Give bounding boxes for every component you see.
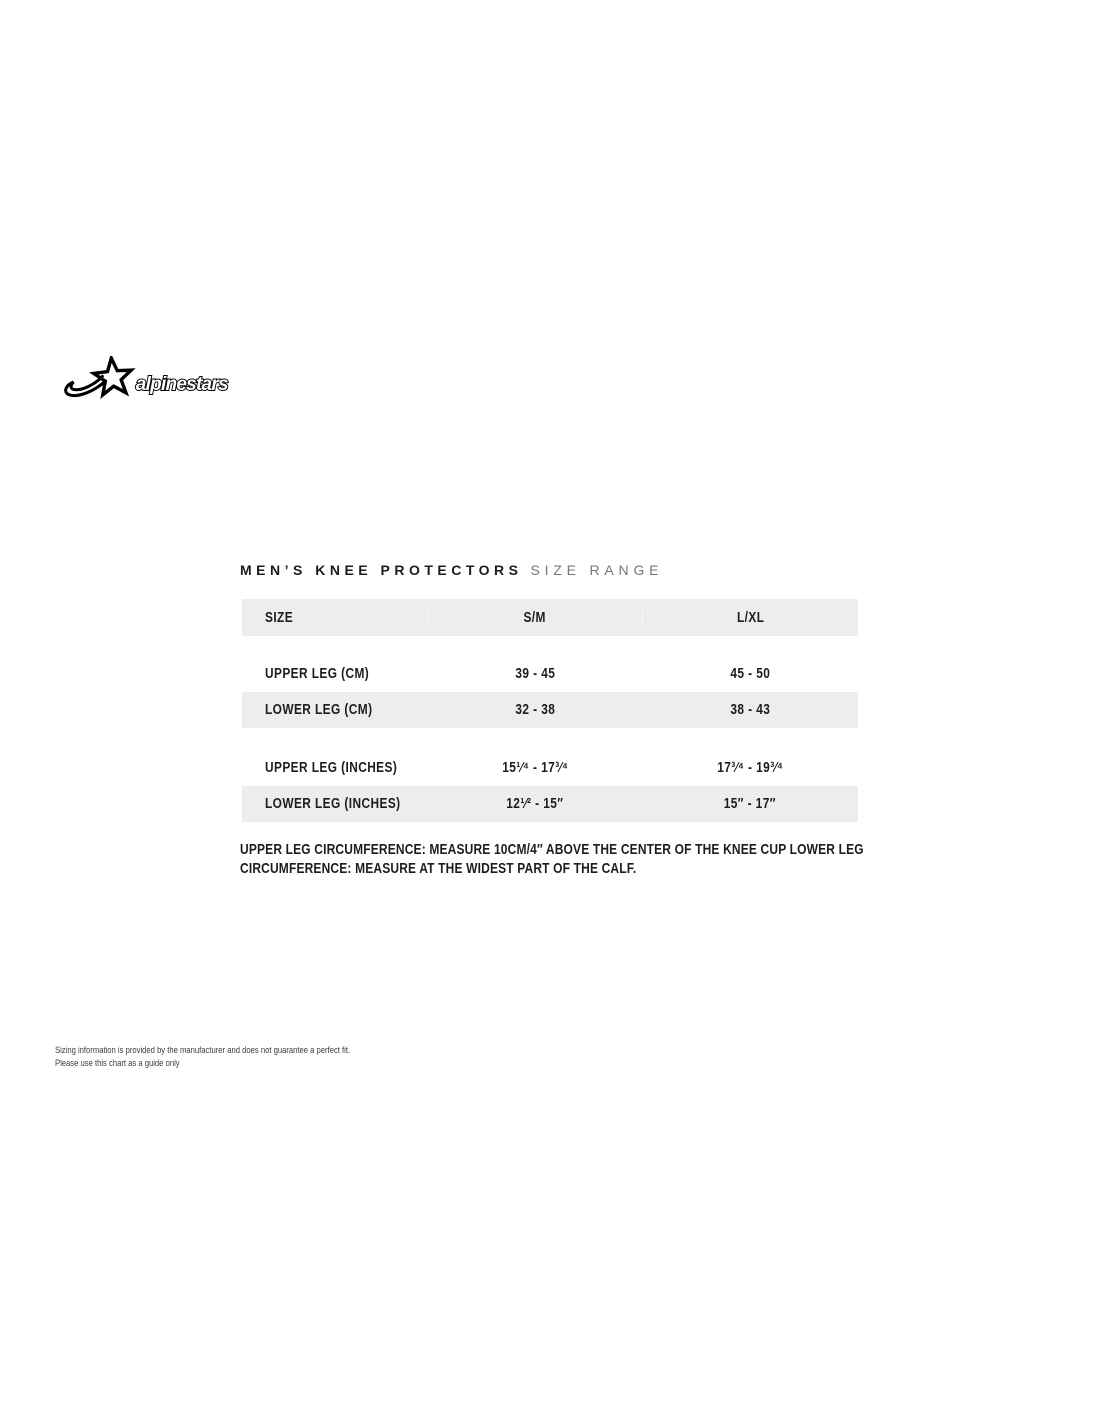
table-row-lower-leg-cm	[242, 692, 858, 728]
table-header-row	[242, 599, 858, 636]
size-table	[242, 599, 858, 822]
measurement-note	[240, 841, 1020, 878]
value-cell-lxl: 17³⁄⁴ - 19³⁄⁴	[716, 760, 784, 776]
note-line-2: CIRCUMFERENCE: MEASURE AT THE WIDEST PART OF THE CALF.	[240, 859, 637, 877]
title-sub: SIZE RANGE	[530, 562, 664, 578]
alpinestars-star-icon	[56, 356, 246, 402]
table-group-cm	[242, 656, 858, 728]
table-group-inches	[242, 750, 858, 822]
table-row-upper-leg-cm	[242, 656, 858, 692]
row-label-cell: LOWER LEG (CM)	[265, 702, 373, 718]
value-cell-lxl: 38 - 43	[730, 702, 770, 718]
disclaimer-line-2: Please use this chart as a guide only	[55, 1057, 180, 1068]
disclaimer-line-1: Sizing information is provided by the manufacturer and does not guarantee a perfect fit.	[55, 1045, 351, 1055]
alpinestars-logo	[56, 356, 246, 402]
table-row-lower-leg-inches	[242, 786, 858, 822]
value-cell-lxl: 45 - 50	[730, 666, 770, 682]
value-cell-sm: 12¹⁄² - 15″	[506, 796, 564, 812]
logo-wordmark: alpinestars	[135, 374, 228, 396]
table-group-gap	[242, 636, 858, 656]
title-main: MEN’S KNEE PROTECTORS	[240, 562, 523, 578]
header-cell-lxl: L/XL	[642, 609, 858, 627]
value-cell-lxl: 15″ - 17″	[723, 796, 777, 812]
row-label-cell: UPPER LEG (INCHES)	[265, 760, 398, 776]
value-cell-sm: 39 - 45	[515, 666, 555, 682]
header-cell-size: SIZE	[265, 609, 294, 626]
value-cell-sm: 32 - 38	[515, 702, 555, 718]
table-row-upper-leg-inches	[242, 750, 858, 786]
row-label-cell: LOWER LEG (INCHES)	[265, 796, 401, 812]
disclaimer	[55, 1044, 402, 1069]
row-label-cell: UPPER LEG (CM)	[265, 666, 370, 682]
note-line-1: UPPER LEG CIRCUMFERENCE: MEASURE 10CM/4″ ABOVE THE CENTER OF THE KNEE CUP LOWER LEG	[240, 841, 864, 858]
value-cell-sm: 15¹⁄⁴ - 17³⁄⁴	[501, 760, 569, 776]
header-cell-sm: S/M	[427, 609, 641, 627]
section-title	[240, 562, 663, 580]
table-group-gap	[242, 728, 858, 750]
